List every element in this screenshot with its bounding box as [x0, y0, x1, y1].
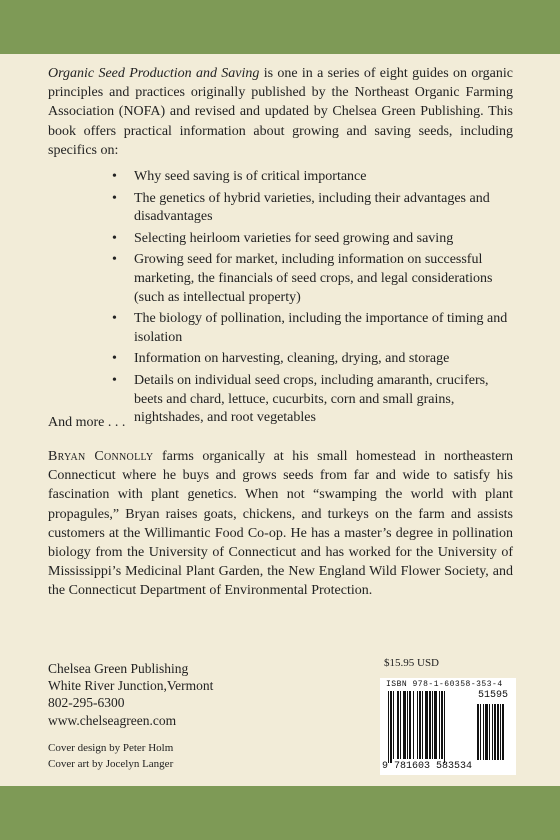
bullet-icon: •: [112, 169, 117, 185]
feature-item: [112, 230, 513, 249]
back-cover-text: [48, 64, 513, 431]
feature-item: [112, 310, 513, 347]
feature-text: The biology of pollination, including the importance of timing and isolation: [134, 311, 508, 345]
publisher-block: [48, 660, 213, 729]
bullet-icon: •: [112, 190, 117, 206]
bullet-icon: •: [112, 311, 117, 327]
barcode-digits: 9 781603 583534: [382, 761, 473, 772]
bullet-icon: •: [112, 372, 117, 388]
bottom-color-band: [0, 786, 560, 840]
feature-item: [112, 372, 513, 428]
publisher-website: www.chelseagreen.com: [48, 712, 177, 728]
author-bio-text: farms organically at his small homestead in northeastern Connecticut where he buys and grows seeds from far and wide to satisfy his fascination with plant genetics. When not “swamping the world with plant propagules,” Bryan raises goats, chickens, and turkeys on the farm and assists customers at the Willimantic Food Co-op. He has a master’s degree in pollination biology from the University of Connecticut and has worked for the University of Mississippi’s Medicinal Plant Garden, the New England Wild Flower Society, and the Connecticut Department of Environmental Protection.: [48, 449, 514, 599]
publisher-phone: 802-295-6300: [48, 695, 125, 711]
feature-text: Selecting heirloom varieties for seed growing and saving: [134, 230, 454, 246]
cover-design-credit: Cover design by Peter Holm: [48, 742, 174, 754]
price-label: $15.95 USD: [384, 657, 440, 669]
feature-text: Information on harvesting, cleaning, drying, and storage: [134, 351, 450, 367]
intro-paragraph: [48, 64, 513, 160]
bullet-icon: •: [112, 230, 117, 246]
feature-item: [112, 190, 513, 227]
barcode-addon-digits: 51595: [478, 690, 509, 701]
isbn-number: ISBN 978-1-60358-353-4: [386, 680, 503, 689]
cover-art-credit: Cover art by Jocelyn Langer: [48, 757, 174, 770]
cover-credits: [48, 741, 173, 772]
feature-text: The genetics of hybrid varieties, including their advantages and disadvantages: [134, 190, 490, 225]
author-bio: [48, 447, 513, 601]
publisher-location: White River Junction,Vermont: [48, 678, 214, 694]
book-title: Organic Seed Production and Saving: [48, 66, 260, 81]
and-more-text: And more . . .: [48, 415, 126, 430]
bullet-icon: •: [112, 252, 117, 268]
feature-item: [112, 251, 513, 307]
feature-item: [112, 350, 513, 369]
author-name: Bryan Connolly: [48, 449, 154, 464]
intro-text: is one in a series of eight guides on organic principles and practices originally published by the Northeast Organic Farming Association (NOFA) and revised and updated by Chelsea Green Publishing. This book offers practical information about growing and saving seeds, including specifics on:: [48, 66, 513, 158]
feature-text: Details on individual seed crops, including amaranth, crucifers, beets and chard, lettuce, cucurbits, corn and small grains, nightshades, and root vegetables: [134, 372, 489, 426]
feature-text: Why seed saving is of critical importance: [134, 169, 367, 185]
feature-text: Growing seed for market, including information on successful marketing, the financials of seed crops, and legal considerations (such as intellectual property): [134, 252, 493, 305]
publisher-name: Chelsea Green Publishing: [48, 661, 189, 676]
top-color-band: [0, 0, 560, 54]
bullet-icon: •: [112, 351, 117, 367]
isbn-barcode: [380, 678, 516, 775]
feature-item: [112, 168, 513, 187]
feature-list: [48, 168, 513, 428]
